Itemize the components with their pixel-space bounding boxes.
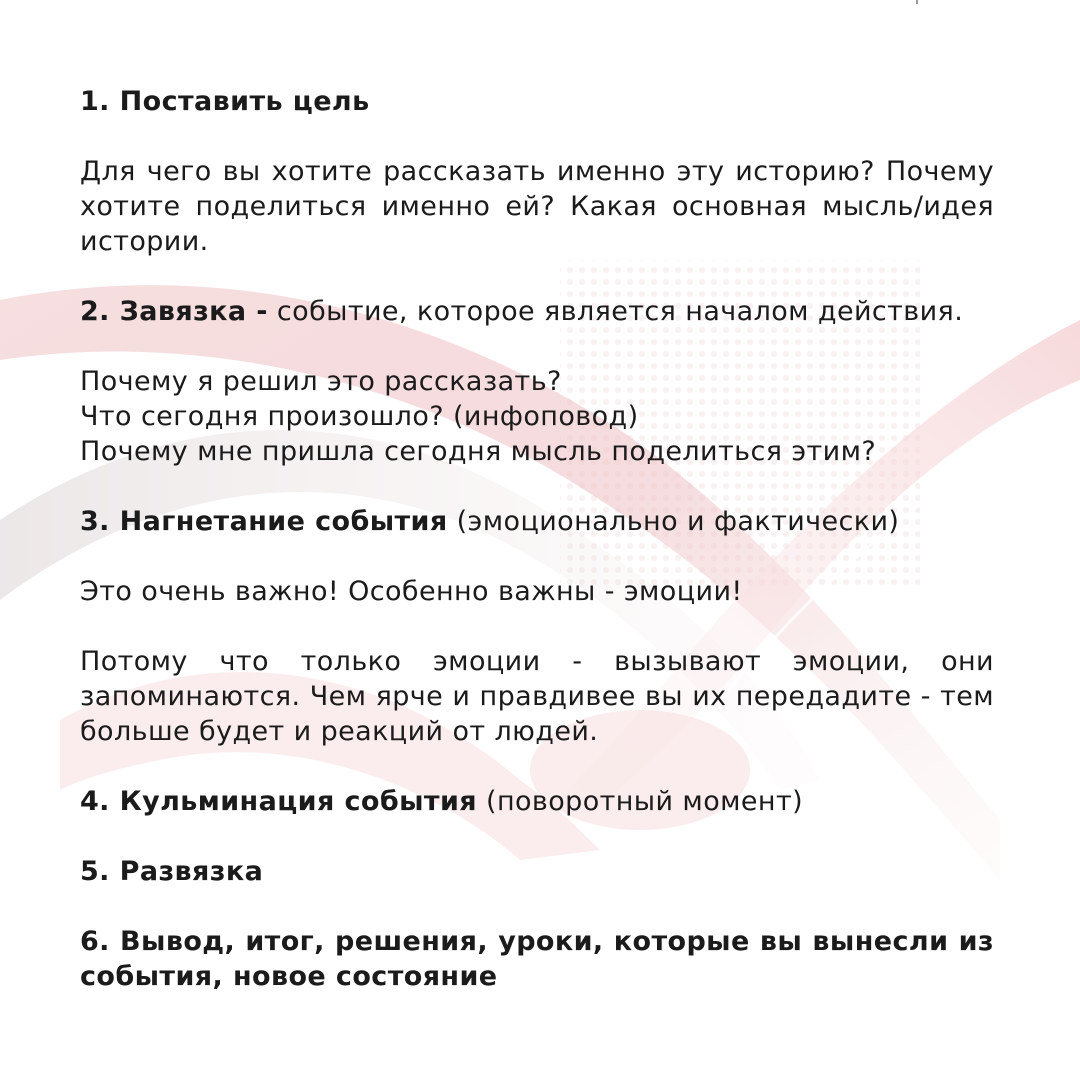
section-3 bbox=[80, 504, 994, 539]
section-heading: 2. Завязка - bbox=[80, 296, 268, 327]
section-heading-suffix: событие, которое является началом действия. bbox=[267, 296, 964, 327]
section-heading: 6. Вывод, итог, решения, уроки, которые вы вынесли из события, новое состояние bbox=[80, 926, 994, 992]
section-1 bbox=[80, 84, 994, 119]
section-2-questions bbox=[80, 364, 994, 469]
section-1-paragraph: Для чего вы хотите рассказать именно эту историю? Почему хотите поделиться именно ей? Какая основная мысль/идея истории. bbox=[80, 156, 994, 257]
section-heading: 5. Развязка bbox=[80, 856, 264, 887]
section-3-paragraph: Это очень важно! Особенно важны - эмоции! bbox=[80, 576, 743, 607]
section-heading-suffix: (эмоционально и фактически) bbox=[447, 506, 900, 537]
section-5 bbox=[80, 854, 994, 889]
question-line: Почему я решил это рассказать? bbox=[80, 366, 562, 397]
section-heading: 1. Поставить цель bbox=[80, 86, 370, 117]
section-2 bbox=[80, 294, 994, 329]
section-heading: 3. Нагнетание события bbox=[80, 506, 448, 537]
document-body bbox=[80, 84, 994, 1029]
question-line: Почему мне пришла сегодня мысль поделиться этим? bbox=[80, 436, 877, 467]
top-edge-mark bbox=[916, 0, 918, 4]
section-6 bbox=[80, 924, 994, 994]
section-4 bbox=[80, 784, 994, 819]
question-line: Что сегодня произошло? (инфоповод) bbox=[80, 401, 639, 432]
section-3-paragraph: Потому что только эмоции - вызывают эмоции, они запоминаются. Чем ярче и правдивее вы их передадите - тем больше будет и реакций от людей. bbox=[80, 646, 994, 747]
section-heading: 4. Кульминация события bbox=[80, 786, 478, 817]
section-heading-suffix: (поворотный момент) bbox=[477, 786, 804, 817]
